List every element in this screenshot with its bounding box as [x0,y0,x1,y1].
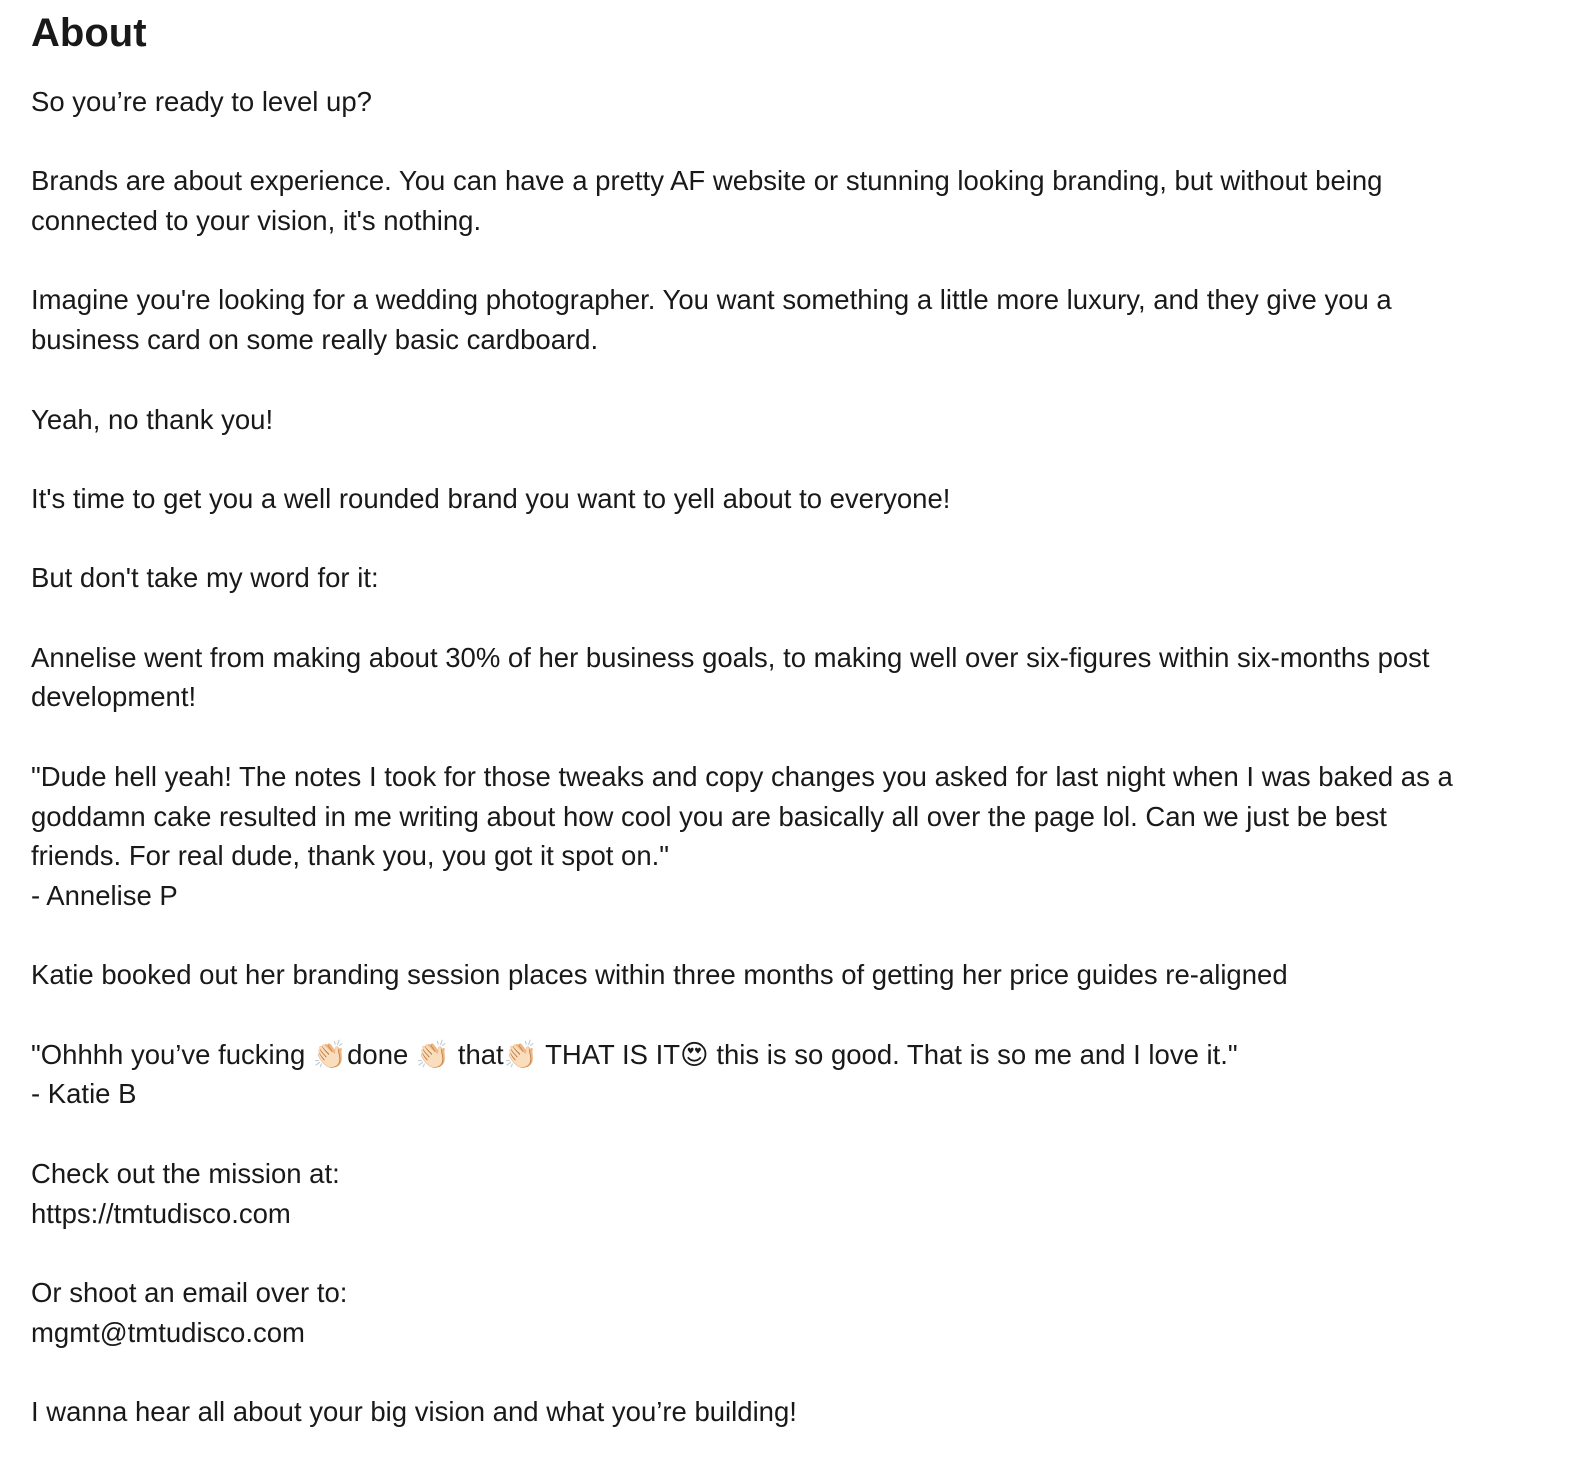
paragraph-email [31,1273,1551,1352]
text-line: Brands are about experience. You can have a pretty AF website or stunning looking branding, but without being [31,165,1383,197]
about-title: About [31,11,147,55]
paragraph-gap [31,439,1551,479]
testimonial-annelise [31,757,1551,916]
testimonial-quote-line: goddamn cake resulted in me writing about how cool you are basically all over the page lol. Can we just be best [31,800,1387,832]
website-url-text: https://tmtudisco.com [31,1197,291,1229]
paragraph-intro [31,82,1551,122]
testimonial-katie [31,1035,1551,1114]
intro-line: So you’re ready to level up? [31,86,372,117]
paragraph-dont-take-my-word [31,558,1551,598]
text-line: Annelise went from making about 30% of her business goals, to making well over six-figures within six-months post [31,641,1430,673]
text-line: Check out the mission at: [31,1157,340,1189]
paragraph-gap [31,995,1551,1035]
paragraph-annelise-result [31,638,1551,717]
testimonial-quote-line: friends. For real dude, thank you, you got it spot on." [31,840,670,872]
paragraph-wedding-photographer [31,280,1551,359]
email-address-text: mgmt@tmtudisco.com [31,1316,305,1348]
testimonial-author: - Annelise P [31,879,178,911]
text-line: Imagine you're looking for a wedding photographer. You want something a little more luxury, and they give you a [31,284,1392,316]
testimonial-quote-line: "Ohhhh you’ve fucking 👏🏻done 👏🏻 that👏🏻 THAT IS IT😍 this is so good. That is so me and I love it." [31,1038,1238,1070]
text-line: connected to your vision, it's nothing. [31,205,482,237]
testimonial-author: - Katie B [31,1078,137,1110]
paragraph-gap [31,1233,1551,1273]
text-line: business card on some really basic cardboard. [31,324,599,356]
text-line: I wanna hear all about your big vision and what you’re building! [31,1396,797,1428]
paragraph-well-rounded-brand [31,479,1551,519]
about-section [31,10,1551,1432]
paragraph-gap [31,598,1551,638]
text-line: But don't take my word for it: [31,562,379,594]
text-line: Katie booked out her branding session places within three months of getting her price guides re-aligned [31,959,1288,991]
paragraph-gap [31,122,1551,162]
paragraph-gap [31,717,1551,757]
text-line: development! [31,681,197,713]
paragraph-gap [31,1352,1551,1392]
text-line: Yeah, no thank you! [31,403,274,435]
paragraph-no-thank-you [31,400,1551,440]
text-line: It's time to get you a well rounded brand you want to yell about to everyone! [31,482,951,514]
testimonial-quote-line: "Dude hell yeah! The notes I took for those tweaks and copy changes you asked for last night when I was baked as a [31,760,1453,792]
paragraph-closing [31,1392,1551,1432]
paragraph-gap [31,519,1551,559]
paragraph-gap [31,1114,1551,1154]
paragraph-mission [31,1154,1551,1233]
paragraph-brands-experience [31,161,1551,240]
text-line: Or shoot an email over to: [31,1276,348,1308]
paragraph-gap [31,916,1551,956]
about-body [31,82,1551,1432]
paragraph-gap [31,241,1551,281]
paragraph-gap [31,360,1551,400]
paragraph-katie-result [31,955,1551,995]
